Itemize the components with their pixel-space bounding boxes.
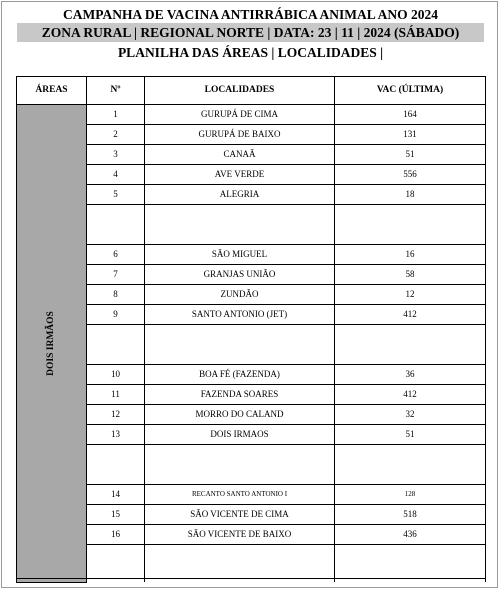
- row-locality: GURUPÁ DE BAIXO: [145, 125, 335, 145]
- row-number: 2: [87, 125, 145, 145]
- row-vac: 556: [335, 165, 486, 185]
- row-number: 4: [87, 165, 145, 185]
- row-vac: 32: [335, 405, 486, 425]
- blank-row: [17, 445, 486, 485]
- row-locality: GURUPÁ DE CIMA: [145, 105, 335, 125]
- row-locality: AVE VERDE: [145, 165, 335, 185]
- table-row: [17, 365, 486, 385]
- row-vac: 51: [335, 425, 486, 445]
- table-row: [17, 185, 486, 205]
- blank-row: [17, 205, 486, 245]
- row-vac: 412: [335, 385, 486, 405]
- row-number: 7: [87, 265, 145, 285]
- sheet-subtitle: PLANILHA DAS ÁREAS | LOCALIDADES |: [117, 45, 384, 60]
- row-number: 13: [87, 425, 145, 445]
- row-locality: CANAÃ: [145, 145, 335, 165]
- row-number: 6: [87, 245, 145, 265]
- area-cell: [17, 105, 87, 583]
- row-locality: BOA FÉ (FAZENDA): [145, 365, 335, 385]
- row-number: 16: [87, 525, 145, 545]
- row-number: 3: [87, 145, 145, 165]
- row-locality: SÃO VICENTE DE CIMA: [145, 505, 335, 525]
- table-row: [17, 245, 486, 265]
- row-vac: 436: [335, 525, 486, 545]
- table-row: [17, 405, 486, 425]
- row-number: 5: [87, 185, 145, 205]
- col-header-number: Nº: [87, 77, 145, 105]
- row-locality: ALEGRIA: [145, 185, 335, 205]
- row-vac: 18: [335, 185, 486, 205]
- blank-row: [17, 545, 486, 583]
- row-vac: 12: [335, 285, 486, 305]
- area-label: DOIS IRMÃOS: [45, 311, 56, 377]
- table-row: [17, 145, 486, 165]
- table-bottom-border: [16, 578, 485, 579]
- table-row: [17, 385, 486, 405]
- row-number: 9: [87, 305, 145, 325]
- row-locality: ZUNDÃO: [145, 285, 335, 305]
- row-locality: GRANJAS UNIÃO: [145, 265, 335, 285]
- row-locality: SÃO MIGUEL: [145, 245, 335, 265]
- row-locality: RECANTO SANTO ANTONIO I: [145, 485, 335, 505]
- col-header-areas: ÁREAS: [17, 77, 87, 105]
- row-locality: MORRO DO CALAND: [145, 405, 335, 425]
- table-header-row: [17, 77, 486, 105]
- row-vac: 518: [335, 505, 486, 525]
- table-row: [17, 265, 486, 285]
- row-number: 14: [87, 485, 145, 505]
- row-vac: 164: [335, 105, 486, 125]
- row-number: 12: [87, 405, 145, 425]
- row-locality: SÃO VICENTE DE BAIXO: [145, 525, 335, 545]
- row-vac: 36: [335, 365, 486, 385]
- row-vac: 412: [335, 305, 486, 325]
- zone-date-line: ZONA RURAL | REGIONAL NORTE | DATA: 23 | 11 | 2024 (SÁBADO): [41, 25, 460, 40]
- blank-row: [17, 325, 486, 365]
- row-locality: SANTO ANTONIO (JET): [145, 305, 335, 325]
- localities-table: [16, 76, 486, 583]
- col-header-vac: VAC (ÚLTIMA): [335, 77, 486, 105]
- row-vac: 51: [335, 145, 486, 165]
- col-header-localities: LOCALIDADES: [145, 77, 335, 105]
- row-number: 8: [87, 285, 145, 305]
- row-vac: 16: [335, 245, 486, 265]
- table-row: [17, 425, 486, 445]
- row-number: 11: [87, 385, 145, 405]
- table-row: [17, 105, 486, 125]
- table-row: [17, 285, 486, 305]
- table-row: [17, 305, 486, 325]
- table-row: [17, 485, 486, 505]
- row-number: 1: [87, 105, 145, 125]
- row-locality: DOIS IRMAOS: [145, 425, 335, 445]
- row-vac: 128: [335, 485, 486, 505]
- table-row: [17, 125, 486, 145]
- table-row: [17, 165, 486, 185]
- row-locality: FAZENDA SOARES: [145, 385, 335, 405]
- row-number: 10: [87, 365, 145, 385]
- table-row: [17, 525, 486, 545]
- table-row: [17, 505, 486, 525]
- row-vac: 131: [335, 125, 486, 145]
- row-vac: 58: [335, 265, 486, 285]
- row-number: 15: [87, 505, 145, 525]
- campaign-title: CAMPANHA DE VACINA ANTIRRÁBICA ANIMAL ANO 2024: [62, 7, 439, 22]
